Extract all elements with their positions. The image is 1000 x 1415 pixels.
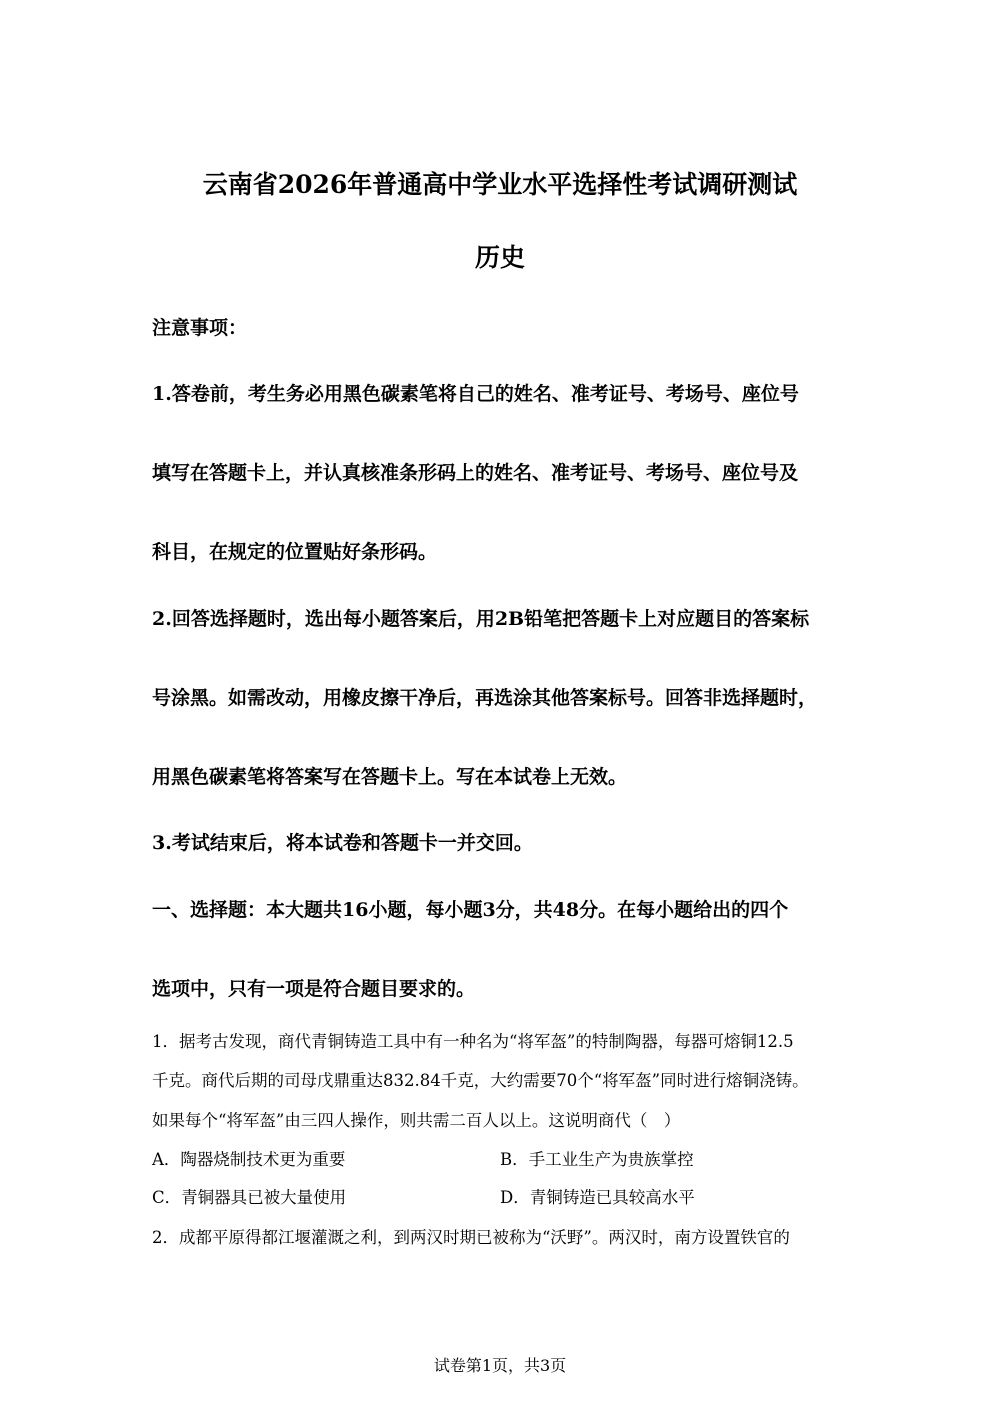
notice-line: 2.回答选择题时，选出每小题答案后，用2B铅笔把答题卡上对应题目的答案标 <box>152 608 810 630</box>
section-heading: 选项中，只有一项是符合题目要求的。 <box>152 978 476 1000</box>
question-1-text: 如果每个“将军盔”由三四人操作，则共需二百人以上。这说明商代（ ） <box>152 1111 681 1130</box>
exam-subject: 历史 <box>474 243 525 272</box>
question-1-option-c: C．青铜器具已被大量使用 <box>152 1188 347 1207</box>
notice-line: 科目，在规定的位置贴好条形码。 <box>152 541 438 563</box>
notice-line: 用黑色碳素笔将答案写在答题卡上。写在本试卷上无效。 <box>152 766 628 788</box>
question-2-text: 2．成都平原得都江堰灌溉之利，到两汉时期已被称为“沃野”。两汉时，南方设置铁官的 <box>152 1228 790 1247</box>
question-1-text: 1．据考古发现，商代青铜铸造工具中有一种名为“将军盔”的特制陶器，每器可熔铜12.5 <box>152 1032 794 1051</box>
notice-line: 填写在答题卡上，并认真核准条形码上的姓名、准考证号、考场号、座位号及 <box>152 462 799 484</box>
question-1-text: 千克。商代后期的司母戊鼎重达832.84千克，大约需要70个“将军盔”同时进行熔铜浇铸。 <box>152 1071 809 1090</box>
exam-title: 云南省2026年普通高中学业水平选择性考试调研测试 <box>202 170 798 199</box>
notice-line: 3.考试结束后，将本试卷和答题卡一并交回。 <box>152 832 533 854</box>
question-1-option-a: A．陶器烧制技术更为重要 <box>152 1150 346 1169</box>
question-1-option-b: B．手工业生产为贵族掌控 <box>500 1150 694 1169</box>
question-1-option-d: D．青铜铸造已具较高水平 <box>500 1188 695 1207</box>
section-heading: 一、选择题：本大题共16小题，每小题3分，共48分。在每小题给出的四个 <box>152 899 789 921</box>
notice-line: 1.答卷前，考生务必用黑色碳素笔将自己的姓名、准考证号、考场号、座位号 <box>152 383 799 405</box>
notice-heading: 注意事项： <box>152 317 248 339</box>
page-footer: 试卷第1页，共3页 <box>433 1356 567 1375</box>
notice-line: 号涂黑。如需改动，用橡皮擦干净后，再选涂其他答案标号。回答非选择题时， <box>152 687 818 709</box>
